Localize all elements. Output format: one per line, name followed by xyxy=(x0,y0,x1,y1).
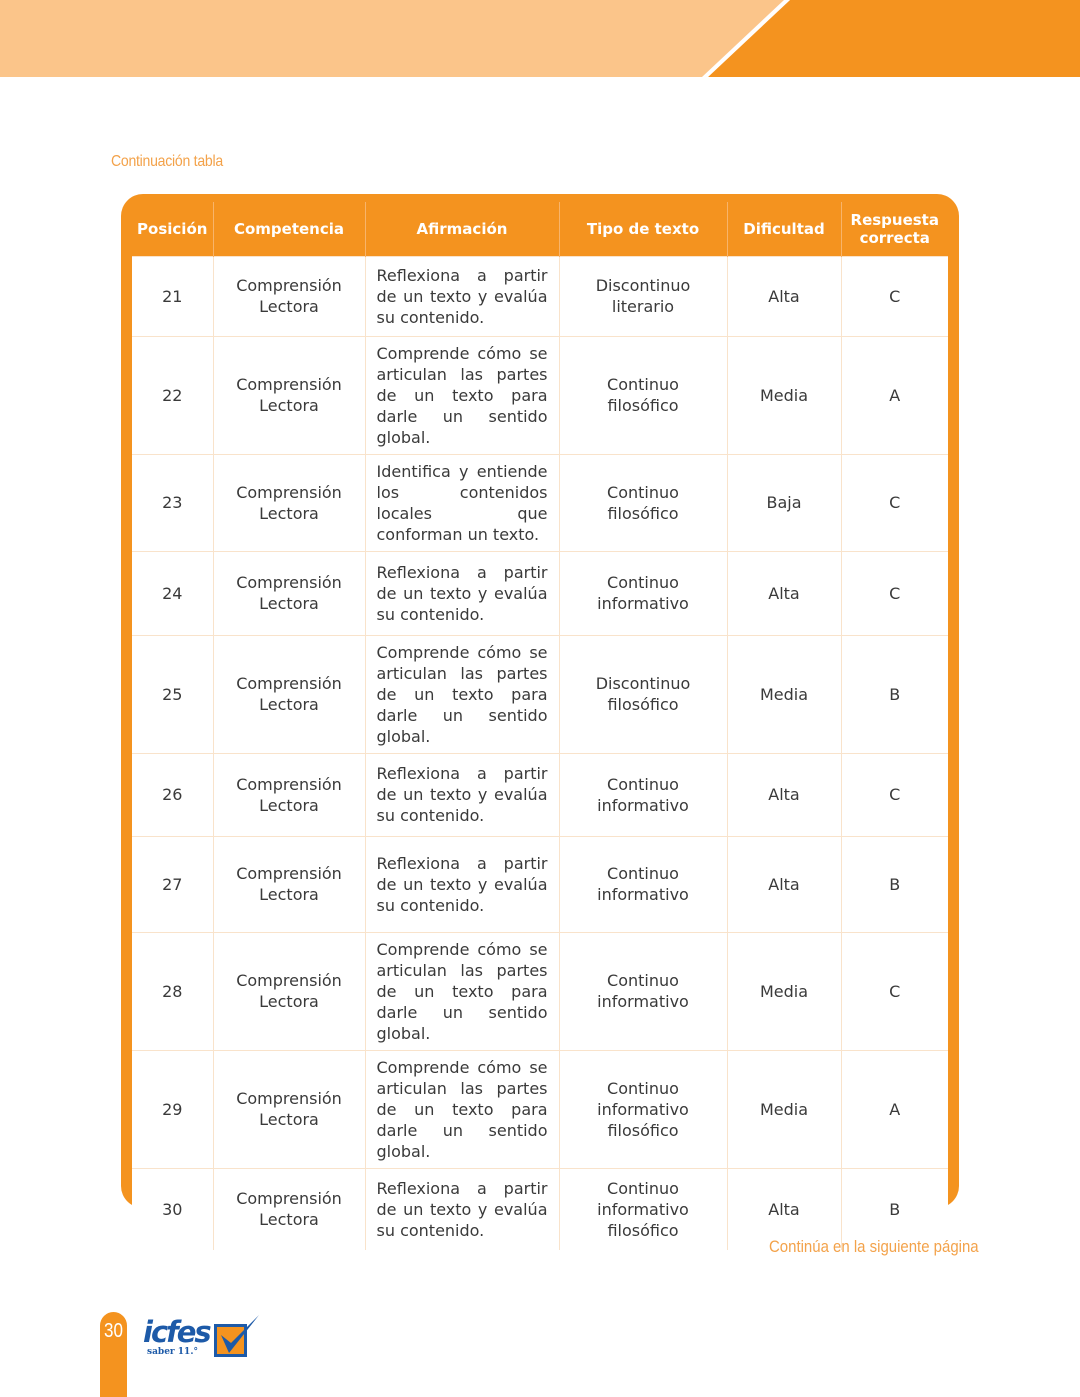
cell-tipo-texto: Continuo informativo xyxy=(559,932,727,1050)
cell-competencia: Comprensión Lectora xyxy=(213,932,365,1050)
cell-dificultad: Media xyxy=(727,932,841,1050)
cell-posicion: 21 xyxy=(132,256,213,336)
cell-posicion: 23 xyxy=(132,454,213,551)
cell-dificultad: Alta xyxy=(727,1168,841,1250)
top-banner xyxy=(0,0,1080,77)
table-row xyxy=(132,256,948,336)
table-row xyxy=(132,635,948,753)
cell-tipo-texto: Continuo informativo xyxy=(559,551,727,635)
column-header-dificultad: Dificultad xyxy=(727,202,841,256)
logo-subtext: saber 11.° xyxy=(147,1347,198,1357)
results-table xyxy=(132,202,948,1250)
banner-dark-shape xyxy=(700,0,1080,77)
cell-tipo-texto: Continuo informativo xyxy=(559,753,727,836)
cell-respuesta: C xyxy=(841,753,948,836)
cell-dificultad: Baja xyxy=(727,454,841,551)
cell-respuesta: B xyxy=(841,836,948,932)
page-number: 30 xyxy=(104,1320,123,1342)
cell-posicion: 25 xyxy=(132,635,213,753)
cell-competencia: Comprensión Lectora xyxy=(213,1168,365,1250)
cell-afirmacion: Reflexiona a partir de un texto y evalúa su contenido. xyxy=(365,256,559,336)
cell-posicion: 30 xyxy=(132,1168,213,1250)
next-page-label: Continúa en la siguiente página xyxy=(769,1237,979,1256)
column-header-competencia: Competencia xyxy=(213,202,365,256)
cell-competencia: Comprensión Lectora xyxy=(213,836,365,932)
column-header-afirmacion: Afirmación xyxy=(365,202,559,256)
column-header-tipo-texto: Tipo de texto xyxy=(559,202,727,256)
table-row xyxy=(132,1050,948,1168)
checkmark-icon xyxy=(215,1313,263,1359)
cell-tipo-texto: Discontinuo filosófico xyxy=(559,635,727,753)
cell-competencia: Comprensión Lectora xyxy=(213,635,365,753)
cell-dificultad: Media xyxy=(727,1050,841,1168)
cell-dificultad: Alta xyxy=(727,836,841,932)
cell-afirmacion: Identifica y entiende los contenidos locales que conforman un texto. xyxy=(365,454,559,551)
cell-posicion: 27 xyxy=(132,836,213,932)
cell-afirmacion: Comprende cómo se articulan las partes de un texto para darle un sentido global. xyxy=(365,336,559,454)
cell-respuesta: B xyxy=(841,1168,948,1250)
cell-respuesta: C xyxy=(841,932,948,1050)
cell-tipo-texto: Discontinuo literario xyxy=(559,256,727,336)
cell-competencia: Comprensión Lectora xyxy=(213,336,365,454)
table-row xyxy=(132,932,948,1050)
results-table-frame xyxy=(121,194,959,1240)
cell-dificultad: Alta xyxy=(727,551,841,635)
cell-tipo-texto: Continuo informativo xyxy=(559,836,727,932)
table-header-row xyxy=(132,202,948,256)
cell-competencia: Comprensión Lectora xyxy=(213,753,365,836)
cell-tipo-texto: Continuo filosófico xyxy=(559,336,727,454)
cell-respuesta: A xyxy=(841,336,948,454)
table-row xyxy=(132,551,948,635)
cell-respuesta: C xyxy=(841,454,948,551)
cell-afirmacion: Comprende cómo se articulan las partes de un texto para darle un sentido global. xyxy=(365,1050,559,1168)
table-row xyxy=(132,836,948,932)
icfes-logo xyxy=(143,1313,263,1363)
cell-afirmacion: Reflexiona a partir de un texto y evalúa su contenido. xyxy=(365,753,559,836)
cell-competencia: Comprensión Lectora xyxy=(213,454,365,551)
cell-afirmacion: Comprende cómo se articulan las partes de un texto para darle un sentido global. xyxy=(365,635,559,753)
table-row xyxy=(132,454,948,551)
continuation-label: Continuación tabla xyxy=(111,153,223,170)
cell-respuesta: C xyxy=(841,551,948,635)
cell-dificultad: Alta xyxy=(727,256,841,336)
cell-dificultad: Media xyxy=(727,336,841,454)
cell-afirmacion: Reflexiona a partir de un texto y evalúa su contenido. xyxy=(365,1168,559,1250)
cell-posicion: 22 xyxy=(132,336,213,454)
cell-competencia: Comprensión Lectora xyxy=(213,256,365,336)
cell-posicion: 28 xyxy=(132,932,213,1050)
cell-dificultad: Alta xyxy=(727,753,841,836)
cell-tipo-texto: Continuo informativo filosófico xyxy=(559,1168,727,1250)
cell-posicion: 29 xyxy=(132,1050,213,1168)
cell-posicion: 26 xyxy=(132,753,213,836)
cell-afirmacion: Reflexiona a partir de un texto y evalúa su contenido. xyxy=(365,551,559,635)
cell-respuesta: A xyxy=(841,1050,948,1168)
column-header-respuesta: Respuesta correcta xyxy=(841,202,948,256)
cell-dificultad: Media xyxy=(727,635,841,753)
cell-afirmacion: Comprende cómo se articulan las partes de un texto para darle un sentido global. xyxy=(365,932,559,1050)
cell-respuesta: B xyxy=(841,635,948,753)
cell-respuesta: C xyxy=(841,256,948,336)
cell-tipo-texto: Continuo filosófico xyxy=(559,454,727,551)
table-row xyxy=(132,753,948,836)
table-row xyxy=(132,336,948,454)
cell-competencia: Comprensión Lectora xyxy=(213,551,365,635)
cell-posicion: 24 xyxy=(132,551,213,635)
cell-afirmacion: Reflexiona a partir de un texto y evalúa su contenido. xyxy=(365,836,559,932)
column-header-posicion: Posición xyxy=(132,202,213,256)
logo-wordmark: icfes xyxy=(143,1315,210,1349)
cell-competencia: Comprensión Lectora xyxy=(213,1050,365,1168)
cell-tipo-texto: Continuo informativo filosófico xyxy=(559,1050,727,1168)
